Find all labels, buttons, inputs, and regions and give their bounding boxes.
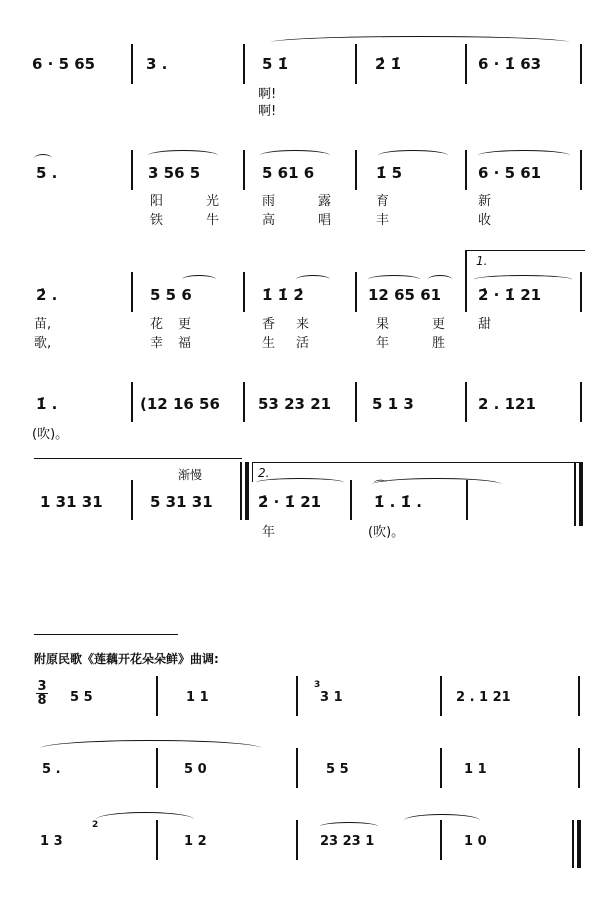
barline — [580, 44, 582, 84]
barline — [131, 382, 133, 422]
lyric: 露 — [318, 194, 332, 209]
slur — [96, 812, 194, 827]
lyric: (吹)。 — [368, 525, 405, 540]
measure-2-notes: 3 56 5 — [148, 164, 201, 182]
measure-3-notes: 5 61 6 — [262, 164, 315, 182]
barline — [440, 748, 442, 788]
slur — [378, 150, 448, 161]
lyric: 花 — [150, 317, 164, 332]
slur — [270, 36, 570, 49]
slur — [148, 150, 218, 161]
lyric: 雨 — [262, 194, 276, 209]
measure-3-notes: 53 23 21 — [258, 395, 332, 413]
lyric: 胜 — [432, 336, 446, 351]
barline — [296, 820, 298, 860]
barline — [156, 820, 158, 860]
barline — [156, 676, 158, 716]
measure-3-notes: 2̇ · 1̇ 21 — [258, 493, 322, 511]
slur — [320, 822, 378, 831]
barline — [466, 480, 468, 520]
barline — [296, 676, 298, 716]
lyric: 唱 — [318, 213, 332, 228]
measure-3-notes: 1̇ 1̇ 2̇ — [262, 286, 304, 304]
measure-2-notes: 3 . — [146, 55, 168, 73]
measure-notes: 2 . 1 21 — [456, 690, 511, 705]
barline — [578, 748, 580, 788]
measure-4-notes: 12 65 61 — [368, 286, 442, 304]
lyric: 新 — [478, 194, 492, 209]
barline — [350, 480, 352, 520]
slur — [260, 150, 330, 161]
barline — [296, 748, 298, 788]
barline — [243, 382, 245, 422]
barline — [465, 150, 467, 190]
volta-1-label: 1. — [476, 254, 488, 268]
volta-bracket-left — [252, 462, 253, 482]
slur — [296, 275, 330, 284]
barline — [131, 480, 133, 520]
lyric: 阳 — [150, 194, 164, 209]
lyric: 光 — [206, 194, 220, 209]
grace-note: 3 — [314, 680, 321, 690]
lyric: 苗, — [34, 317, 52, 332]
slur-line — [34, 458, 242, 459]
slur — [428, 275, 452, 284]
barline — [465, 382, 467, 422]
lyric: 生 — [262, 336, 276, 351]
slur — [404, 814, 480, 827]
barline — [243, 150, 245, 190]
slur — [40, 740, 262, 757]
measure-notes: 3 1 — [320, 690, 343, 705]
lyric: (吹)。 — [32, 427, 69, 442]
barline — [131, 272, 133, 312]
volta-bracket — [252, 462, 582, 463]
measure-5-notes: 2̇ · 1̇ 21 — [478, 286, 542, 304]
measure-notes: 1 2 — [184, 834, 207, 849]
lyric: 育 — [376, 194, 390, 209]
lyric-line-2: 啊! — [258, 104, 277, 119]
volta-bracket — [465, 250, 585, 251]
measure-1-notes: 2̇ . — [36, 286, 58, 304]
lyric: 丰 — [376, 213, 390, 228]
measure-2-notes: 5 5 6 — [150, 286, 192, 304]
measure-notes: 1 3 — [40, 834, 63, 849]
measure-1-notes: 1̇ . — [36, 395, 58, 413]
final-barline-thick — [577, 820, 581, 868]
lyric: 年 — [262, 525, 276, 540]
slur — [256, 478, 344, 487]
final-barline — [572, 820, 574, 868]
lyric: 幸 — [150, 336, 164, 351]
slur — [372, 478, 502, 491]
measure-notes: 5 5 — [326, 762, 349, 777]
lyric: 活 — [296, 336, 310, 351]
barline — [465, 44, 467, 84]
measure-4-notes: 5 1 3 — [372, 395, 414, 413]
barline — [578, 676, 580, 716]
barline — [440, 676, 442, 716]
barline — [355, 150, 357, 190]
separator-line — [34, 634, 178, 635]
barline — [580, 382, 582, 422]
lyric: 来 — [296, 317, 310, 332]
measure-3-notes: 5 1̇ — [262, 55, 289, 73]
measure-4-notes: 2̇ 1̇ — [375, 55, 402, 73]
barline — [355, 272, 357, 312]
measure-1-notes: 1 31 31 — [40, 493, 103, 511]
time-signature: 3 8 — [37, 679, 47, 708]
lyric: 香 — [262, 317, 276, 332]
volta-2-label: 2. — [258, 466, 270, 480]
lyric: 牛 — [206, 213, 220, 228]
slur — [474, 275, 572, 284]
barline — [355, 382, 357, 422]
measure-notes: 5 . — [42, 762, 61, 777]
barline — [580, 150, 582, 190]
measure-2-notes: 5 31 31 — [150, 493, 213, 511]
measure-notes: 5 5 — [70, 690, 93, 705]
lyric: 果 — [376, 317, 390, 332]
barline — [465, 250, 467, 312]
slur — [34, 154, 52, 163]
lyric: 歌, — [34, 336, 52, 351]
barline — [131, 44, 133, 84]
repeat-barline — [240, 462, 242, 520]
measure-notes: 1 1 — [464, 762, 487, 777]
barline — [355, 44, 357, 84]
repeat-barline-thick — [245, 462, 249, 520]
lyric: 甜 — [478, 317, 492, 332]
measure-5-notes: 2 . 121 — [478, 395, 536, 413]
barline — [243, 44, 245, 84]
slur — [478, 150, 570, 161]
measure-notes: 1 1 — [186, 690, 209, 705]
grace-note: 2 — [92, 820, 99, 830]
lyric: 福 — [178, 336, 192, 351]
measure-notes: 5 0 — [184, 762, 207, 777]
barline — [131, 150, 133, 190]
measure-1-notes: 6 · 5 65 — [32, 55, 96, 73]
slur — [368, 275, 420, 284]
fermata-icon: ⌒ — [374, 480, 388, 495]
appendix-caption: 附原民歌《莲藕开花朵朵鲜》曲调: — [34, 652, 219, 666]
measure-1-notes: 5 . — [36, 164, 58, 182]
measure-4-notes: 1̇ 5 — [376, 164, 403, 182]
measure-notes: 23 23 1 — [320, 834, 375, 849]
measure-4-notes: 1̇ . 1̇ . — [374, 493, 422, 511]
final-barline-thick — [579, 462, 583, 526]
lyric: 高 — [262, 213, 276, 228]
barline — [243, 272, 245, 312]
lyric: 更 — [178, 317, 192, 332]
measure-2-notes: (12 16 56 — [140, 395, 220, 413]
barline — [156, 748, 158, 788]
tempo-marking: 渐慢 — [178, 468, 203, 482]
final-barline — [574, 462, 576, 526]
slur — [182, 275, 216, 284]
lyric: 年 — [376, 336, 390, 351]
measure-5-notes: 6 · 5 61 — [478, 164, 542, 182]
barline — [580, 272, 582, 312]
lyric-line-1: 啊! — [258, 87, 277, 102]
measure-notes: 1 0 — [464, 834, 487, 849]
barline — [440, 820, 442, 860]
lyric: 收 — [478, 213, 492, 228]
measure-5-notes: 6 · 1̇ 63 — [478, 55, 542, 73]
lyric: 铁 — [150, 213, 164, 228]
lyric: 更 — [432, 317, 446, 332]
